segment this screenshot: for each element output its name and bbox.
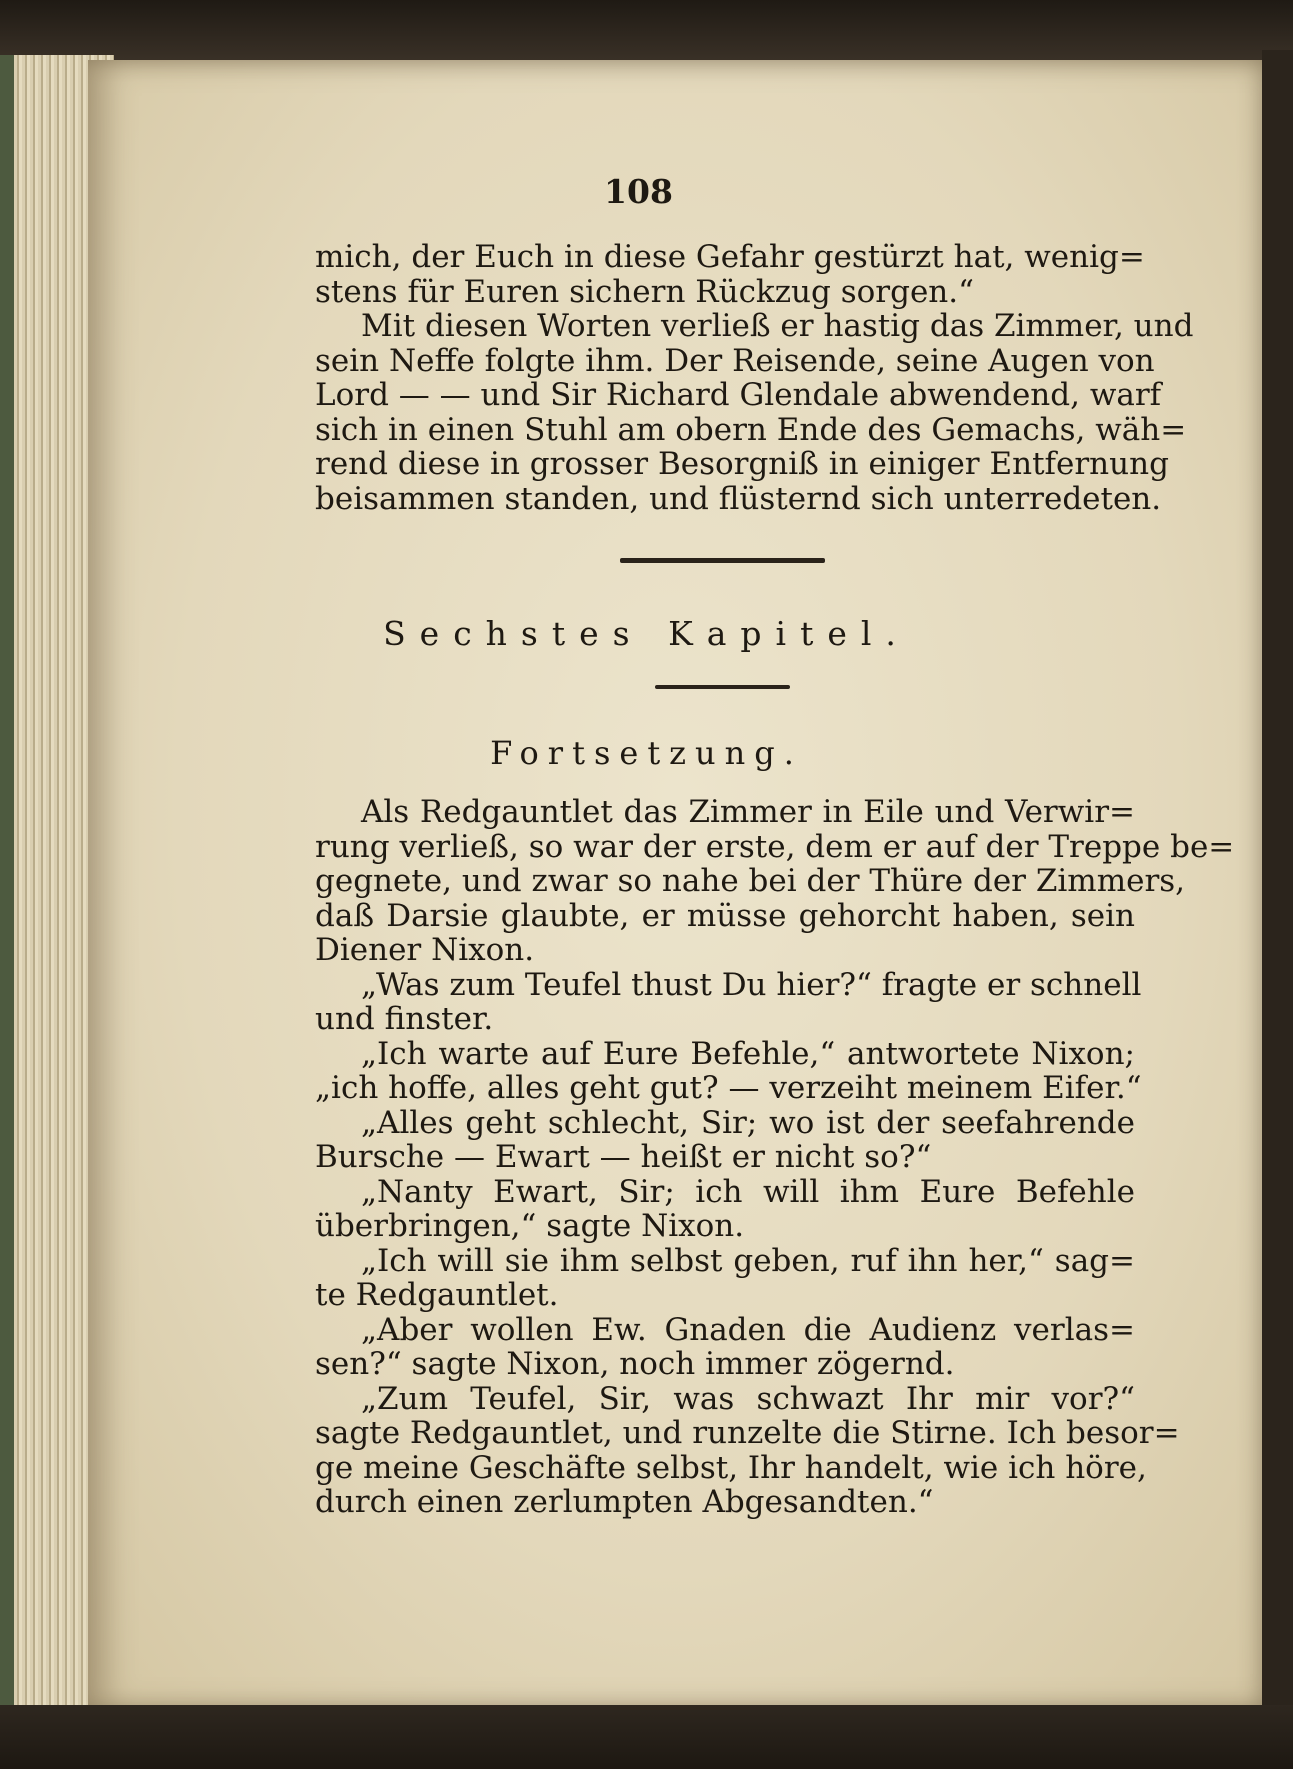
- scan-background-right: [1262, 50, 1293, 1769]
- scan-background-bottom: [0, 1705, 1293, 1769]
- text-line: „Zum Teufel, Sir, was schwazt Ihr mir vor?“: [361, 1380, 1135, 1417]
- text-line: gegnete, und zwar so nahe bei der Thüre der Zimmers,: [315, 863, 1186, 899]
- chapter-title: Sechstes Kapitel.: [383, 614, 910, 653]
- chapter-body: [315, 794, 1235, 1520]
- text-line: beisammen standen, und flüsternd sich unterredeten.: [315, 480, 1162, 517]
- continued-paragraph: [315, 239, 1194, 517]
- text-line: „Ich warte auf Eure Befehle,“ antwortete Nixon;: [361, 1035, 1135, 1072]
- chapter-subtitle: Fortsetzung.: [490, 734, 803, 772]
- page-number: 108: [604, 172, 673, 211]
- text-line: stens für Euren sichern Rückzug sorgen.“: [315, 273, 974, 310]
- text-line: daß Darsie glaubte, er müsse gehorcht haben, sein: [315, 897, 1135, 934]
- title-divider-rule: [655, 685, 790, 689]
- text-line: te Redgauntlet.: [315, 1277, 559, 1313]
- chapter-divider-rule: [620, 558, 825, 563]
- text-line: rung verließ, so war der erste, dem er auf der Treppe be=: [315, 828, 1235, 865]
- text-line: „Ich will sie ihm selbst geben, ruf ihn her,“ sag=: [361, 1242, 1135, 1279]
- text-line: sen?“ sagte Nixon, noch immer zögernd.: [315, 1346, 955, 1382]
- text-line: sein Neffe folgte ihm. Der Reisende, seine Augen von: [315, 342, 1155, 379]
- text-line: Mit diesen Worten verließ er hastig das Zimmer, und: [361, 308, 1194, 344]
- text-line: „Nanty Ewart, Sir; ich will ihm Eure Befehle: [361, 1173, 1135, 1210]
- text-line: „Aber wollen Ew. Gnaden die Audienz verlas=: [361, 1311, 1135, 1348]
- text-line: rend diese in grosser Besorgniß in einiger Entfernung: [315, 446, 1169, 482]
- text-line: ge meine Geschäfte selbst, Ihr handelt, wie ich höre,: [315, 1449, 1147, 1486]
- text-line: sagte Redgauntlet, und runzelte die Stirne. Ich besor=: [315, 1415, 1180, 1451]
- text-line: „ich hoffe, alles geht gut? — verzeiht meinem Eifer.“: [315, 1070, 1142, 1106]
- text-line: mich, der Euch in diese Gefahr gestürzt hat, wenig=: [315, 239, 1145, 275]
- text-line: Als Redgauntlet das Zimmer in Eile und Verwir=: [361, 794, 1135, 830]
- text-line: „Alles geht schlecht, Sir; wo ist der seefahrende: [361, 1104, 1135, 1141]
- text-line: Lord — — und Sir Richard Glendale abwendend, warf: [315, 377, 1162, 413]
- text-line: Bursche — Ewart — heißt er nicht so?“: [315, 1139, 932, 1175]
- scan-background-top: [0, 0, 1293, 62]
- text-line: durch einen zerlumpten Abgesandten.“: [315, 1484, 934, 1520]
- text-line: sich in einen Stuhl am obern Ende des Gemachs, wäh=: [315, 411, 1187, 448]
- text-line: Diener Nixon.: [315, 932, 535, 968]
- text-line: und finster.: [315, 1001, 494, 1037]
- text-line: überbringen,“ sagte Nixon.: [315, 1208, 745, 1244]
- text-line: „Was zum Teufel thust Du hier?“ fragte er schnell: [361, 966, 1142, 1003]
